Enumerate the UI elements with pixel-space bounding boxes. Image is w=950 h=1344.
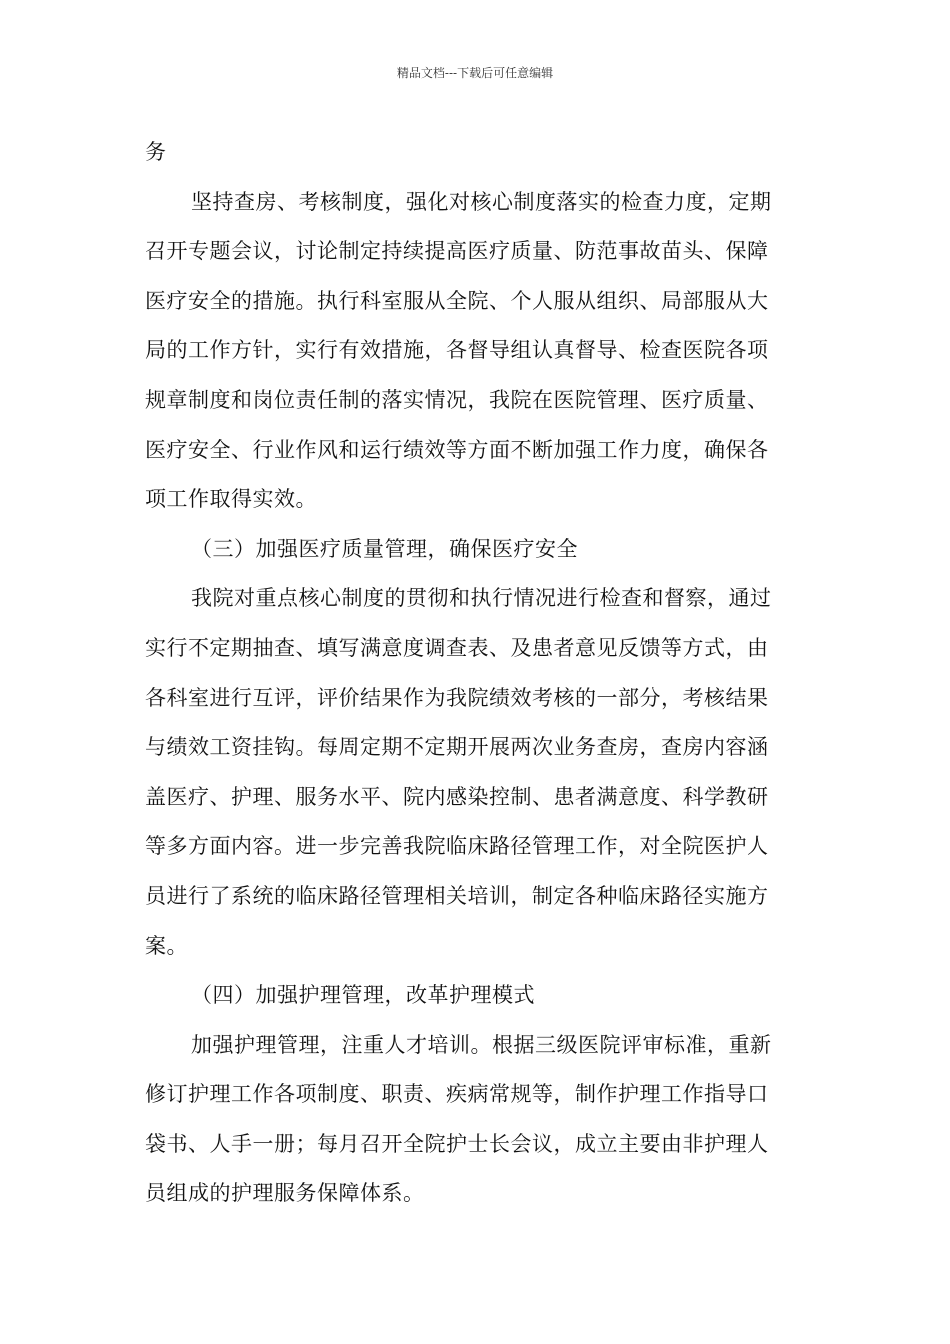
paragraph-line: 医疗安全、行业作风和运行绩效等方面不断加强工作力度，确保各 (145, 437, 769, 462)
paragraph-line: 局的工作方针，实行有效措施，各督导组认真督导、检查医院各项 (145, 338, 769, 363)
paragraph-line: 修订护理工作各项制度、职责、疾病常规等，制作护理工作指导口 (145, 1082, 769, 1107)
paragraph-line: 召开专题会议，讨论制定持续提高医疗质量、防范事故苗头、保障 (145, 239, 769, 264)
paragraph-line: 员进行了系统的临床路径管理相关培训，制定各种临床路径实施方 (145, 883, 769, 908)
paragraph-line: 等多方面内容。进一步完善我院临床路径管理工作，对全院医护人 (145, 834, 769, 859)
paragraph-line: 规章制度和岗位责任制的落实情况，我院在医院管理、医疗质量、 (145, 387, 769, 412)
paragraph-line: 袋书、人手一册；每月召开全院护士长会议，成立主要由非护理人 (145, 1131, 769, 1156)
paragraph-line: 医疗安全的措施。执行科室服从全院、个人服从组织、局部服从大 (145, 288, 769, 313)
section-heading-3: （三）加强医疗质量管理，确保医疗安全 (191, 536, 578, 561)
paragraph-line: 与绩效工资挂钩。每周定期不定期开展两次业务查房，查房内容涵 (145, 735, 769, 760)
paragraph-line: 实行不定期抽查、填写满意度调查表、及患者意见反馈等方式，由 (145, 635, 769, 660)
paragraph-line: 员组成的护理服务保障体系。 (145, 1181, 425, 1206)
paragraph-line: 案。 (145, 933, 188, 958)
paragraph-continuation-line: 务 (145, 140, 167, 164)
paragraph-first-line: 坚持查房、考核制度，强化对核心制度落实的检查力度，定期 (191, 189, 772, 214)
section-heading-4: （四）加强护理管理，改革护理模式 (191, 983, 535, 1008)
document-body (145, 128, 810, 1219)
paragraph-line: 项工作取得实效。 (145, 487, 317, 512)
paragraph-line: 各科室进行互评，评价结果作为我院绩效考核的一部分，考核结果 (145, 685, 769, 710)
page-header: 精品文档---下载后可任意编辑 (396, 66, 554, 80)
paragraph-first-line: 我院对重点核心制度的贯彻和执行情况进行检查和督察，通过 (191, 586, 772, 611)
paragraph-line: 盖医疗、护理、服务水平、院内感染控制、患者满意度、科学教研 (145, 784, 769, 809)
paragraph-first-line: 加强护理管理，注重人才培训。根据三级医院评审标准，重新 (191, 1032, 772, 1057)
